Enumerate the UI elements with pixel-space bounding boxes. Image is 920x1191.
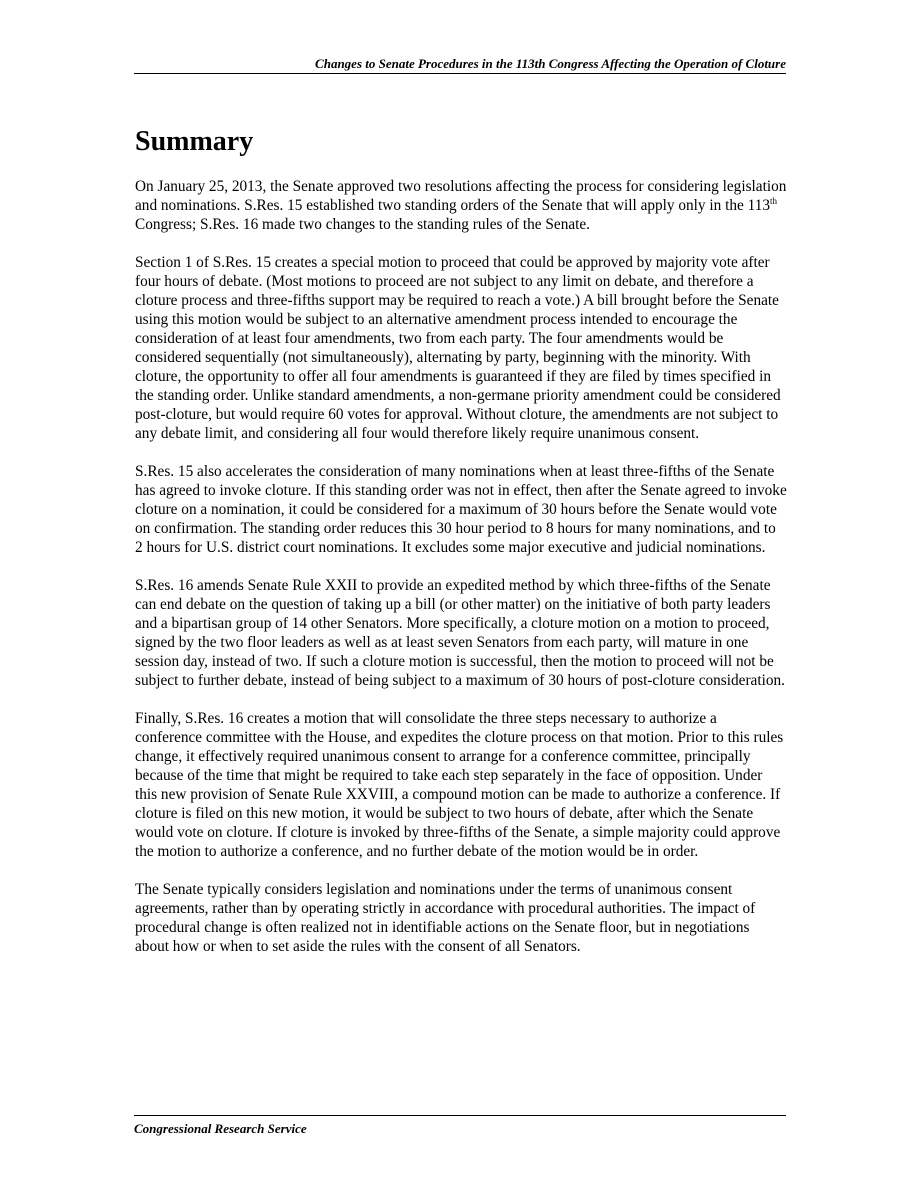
- running-header: [134, 55, 786, 74]
- paragraph-1: [135, 177, 787, 234]
- running-header-title: Changes to Senate Procedures in the 113th Congress Affecting the Operation of Cloture: [315, 56, 786, 71]
- paragraph-3: S.Res. 15 also accelerates the consideration of many nominations when at least three-fifths of the Senate has agreed to invoke cloture. If this standing order was not in effect, then after the Senate agreed to invoke cloture on a nomination, it could be considered for a maximum of 30 hours before the Senate would vote on confirmation. The standing order reduces this 30 hour period to 8 hours for many nominations, and to 2 hours for U.S. district court nominations. It excludes some major executive and judicial nominations.: [135, 463, 787, 556]
- paragraph-1-text-a: On January 25, 2013, the Senate approved two resolutions affecting the process for considering legislation and nominations. S.Res. 15 established two standing orders of the Senate that will apply only in the 113: [135, 178, 787, 214]
- ordinal-superscript: th: [770, 195, 778, 206]
- page-footer: [134, 1115, 786, 1137]
- paragraph-1-text-b: Congress; S.Res. 16 made two changes to the standing rules of the Senate.: [135, 216, 591, 233]
- paragraph-6: The Senate typically considers legislation and nominations under the terms of unanimous consent agreements, rather than by operating strictly in accordance with procedural authorities. The impact of procedural change is often realized not in identifiable actions on the Senate floor, but in negotiations about how or when to set aside the rules with the consent of all Senators.: [135, 881, 756, 955]
- footer-publisher: Congressional Research Service: [134, 1121, 307, 1136]
- paragraph-4: S.Res. 16 amends Senate Rule XXII to provide an expedited method by which three-fifths of the Senate can end debate on the question of taking up a bill (or other matter) on the initiative of both party leaders and a bipartisan group of 14 other Senators. More specifically, a cloture motion on a motion to proceed, signed by the two floor leaders as well as at least seven Senators from each party, will mature in one session day, instead of two. If such a cloture motion is successful, then the motion to proceed will not be subject to further debate, instead of being subject to a maximum of 30 hours of post-cloture consideration.: [135, 577, 785, 689]
- paragraph-5: Finally, S.Res. 16 creates a motion that will consolidate the three steps necessary to authorize a conference committee with the House, and expedites the cloture process on that motion. Prior to this rules change, it effectively required unanimous consent to arrange for a conference committee, principally because of the time that might be required to take each step separately in the face of opposition. Under this new provision of Senate Rule XXVIII, a compound motion can be made to authorize a conference. If cloture is filed on this new motion, it would be subject to two hours of debate, after which the Senate would vote on cloture. If cloture is invoked by three-fifths of the Senate, a simple majority could approve the motion to authorize a conference, and no further debate of the motion would be in order.: [135, 710, 784, 860]
- section-heading: Summary: [135, 126, 254, 157]
- summary-body: [135, 177, 787, 975]
- paragraph-2: Section 1 of S.Res. 15 creates a special motion to proceed that could be approved by majority vote after four hours of debate. (Most motions to proceed are not subject to any limit on debate, and therefore a cloture process and three-fifths support may be required to reach a vote.) A bill brought before the Senate using this motion would be subject to an alternative amendment process intended to encourage the consideration of at least four amendments, two from each party. The four amendments would be considered sequentially (not simultaneously), alternating by party, beginning with the minority. With cloture, the opportunity to offer all four amendments is guaranteed if they are filed by times specified in the standing order. Unlike standard amendments, a non-germane priority amendment could be considered post-cloture, but would require 60 votes for approval. Without cloture, the amendments are not subject to any debate limit, and considering all four would therefore likely require unanimous consent.: [135, 254, 781, 442]
